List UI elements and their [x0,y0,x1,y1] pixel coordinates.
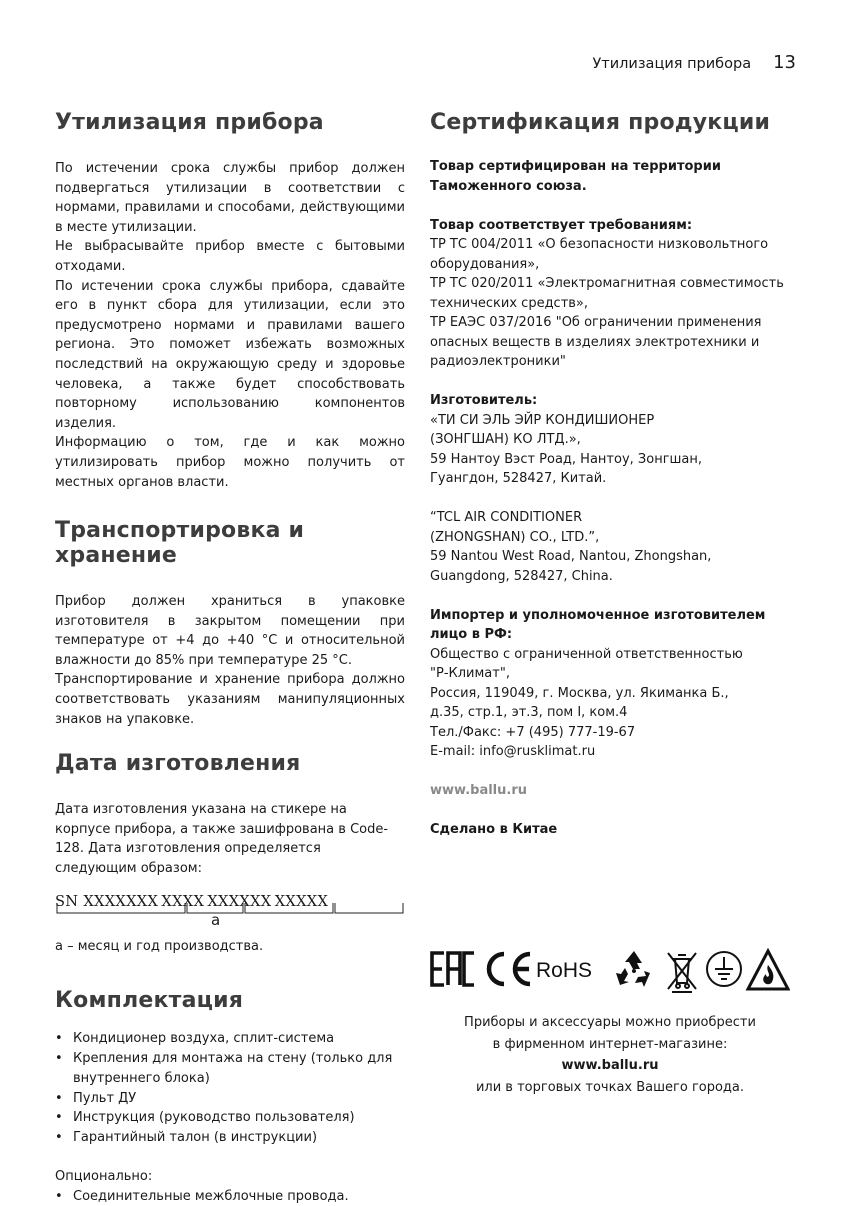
left-column [55,110,405,1206]
transport-paragraph: Транспортирование и хранение прибора должно соответствовать указаниям манипуляционных знаков на упаковке. [55,672,405,727]
page-number: 13 [773,52,796,73]
running-header [592,52,796,73]
transport-text [55,592,405,729]
manufacturer-ru-line: 59 Нантоу Вэст Роад, Нантоу, Зонгшан, [430,451,703,467]
ground-icon [707,952,741,986]
certification-marks [430,945,790,993]
list-item: • Пульт ДУ [55,1089,405,1109]
bullet-icon: • [55,1110,63,1126]
manufacturer-ru-line: «ТИ СИ ЭЛЬ ЭЙР КОНДИШИОНЕР [430,412,655,428]
requirement-item: ТР ЕАЭС 037/2016 "Об ограничении применения опасных веществ в изделиях электротехники и радиоэлектроники" [430,315,762,369]
serial-legend: а – месяц и год производства. [55,938,264,954]
serial-number-format [55,893,405,937]
rohs-icon: RoHS [536,959,593,982]
requirement-item: ТР ТС 004/2011 «О безопасности низковольтного оборудования», [430,237,769,272]
requirement-item: ТР ТС 020/2011 «Электромагнитная совместимость технических средств», [430,276,784,311]
importer-label: Импортер и уполномоченное изготовителем лицо в РФ: [430,607,766,642]
manufacture-date-text [55,800,405,878]
importer-line: д.35, стр.1, эт.3, пом I, ком.4 [430,705,628,720]
made-in-text: Сделано в Китае [430,822,558,837]
bullet-icon: • [55,1130,63,1146]
manufacture-date-paragraph: Дата изготовления указана на стикере на корпусе прибора, а также зашифрована в Code-128. Дата изготовления определяется следующим образом: [55,802,389,877]
eac-icon [432,953,474,985]
transport-paragraph: Прибор должен храниться в упаковке изготовителя в закрытом помещении при температуре от +4 до +40 °С и относительной влажности до 85% при температуре 25 °С. [55,594,405,668]
optional-list [55,1187,405,1206]
right-column [430,110,790,840]
transport-heading: Транспортировка и хранение [55,518,305,569]
shop-line: в фирменном интернет-магазине: [492,1036,728,1052]
disposal-paragraph: Не выбрасывайте прибор вместе с бытовыми отходами. [55,239,405,274]
list-item: • Крепления для монтажа на стену (только для внутреннего блока) [55,1051,393,1086]
list-item: • Соединительные межблочные провода. [55,1187,405,1206]
manufacturer-label: Изготовитель: [430,393,538,408]
bullet-icon: • [55,1188,63,1204]
kit-list [55,1029,405,1148]
serial-marker: a [211,910,221,929]
serial-code: SN XXXXXXX XXXX XXXXXX XXXXX [55,892,329,910]
ce-icon [489,954,530,984]
importer-line: "Р-Климат", [430,666,510,681]
list-item: • Гарантийный талон (в инструкции) [55,1128,405,1148]
disposal-heading: Утилизация прибора [55,110,324,135]
disposal-paragraph: По истечении срока службы прибор должен подвергаться утилизации в соответствии с нормами, правилами и способами, действующими в месте утилизации. [55,161,405,235]
bullet-icon: • [55,1031,63,1047]
requirements-label: Товар соответствует требованиям: [430,217,693,233]
disposal-text [55,159,405,492]
recycle-icon [616,951,650,987]
importer-line: Тел./Факс: +7 (495) 777-19-67 [430,724,636,740]
certification-heading: Сертификация продукции [430,110,771,135]
header-title: Утилизация прибора [592,56,752,72]
manufacture-date-heading: Дата изготовления [55,751,301,777]
manufacturer-en-line: “TCL AIR CONDITIONER [430,510,583,525]
importer-line: Россия, 119049, г. Москва, ул. Якиманка Б., [430,685,729,701]
flammable-warning-icon [748,951,788,989]
manufacturer-en-line: (ZHONGSHAN) CO., LTD.”, [430,529,600,545]
disposal-paragraph: По истечении срока службы прибора, сдавайте его в пункт сбора для утилизации, если это предусмотрено нормами и правилами вашего региона. Это поможет избежать возможных последствий на окружающую среду и здоровье человека, а также будет способствовать повторному использованию компонентов изделия. [55,278,405,431]
bullet-icon: • [55,1090,63,1106]
shop-line: или в торговых точках Вашего города. [475,1079,745,1095]
list-item: • Кондиционер воздуха, сплит-система [55,1029,405,1049]
manufacturer-en-line: Guangdong, 528427, China. [430,568,613,584]
weee-bin-icon [668,953,696,993]
importer-email[interactable]: E-mail: info@rusklimat.ru [430,744,596,759]
kit-heading: Комплектация [55,988,244,1014]
manufacturer-ru-line: (ЗОНГШАН) КО ЛТД.», [430,432,581,447]
manufacturer-ru-line: Гуангдон, 528427, Китай. [430,471,607,486]
bullet-icon: • [55,1051,63,1067]
optional-label: Опционально: [55,1169,153,1184]
importer-line: Общество с ограниченной ответственностью [430,646,743,662]
marks-svg [430,945,790,993]
shop-url-link[interactable]: www.ballu.ru [561,1058,659,1073]
disposal-paragraph: Информацию о том, где и как можно утилизировать прибор можно получить от местных органов власти. [55,435,405,490]
shop-line: Приборы и аксессуары можно приобрести [464,1015,756,1030]
shop-note [430,1012,790,1098]
manufacturer-en-line: 59 Nantou West Road, Nantou, Zhongshan, [430,549,712,564]
certified-text: Товар сертифицирован на территории Таможенного союза. [430,159,721,194]
list-item: • Инструкция (руководство пользователя) [55,1108,405,1128]
website-link[interactable]: www.ballu.ru [430,783,527,798]
